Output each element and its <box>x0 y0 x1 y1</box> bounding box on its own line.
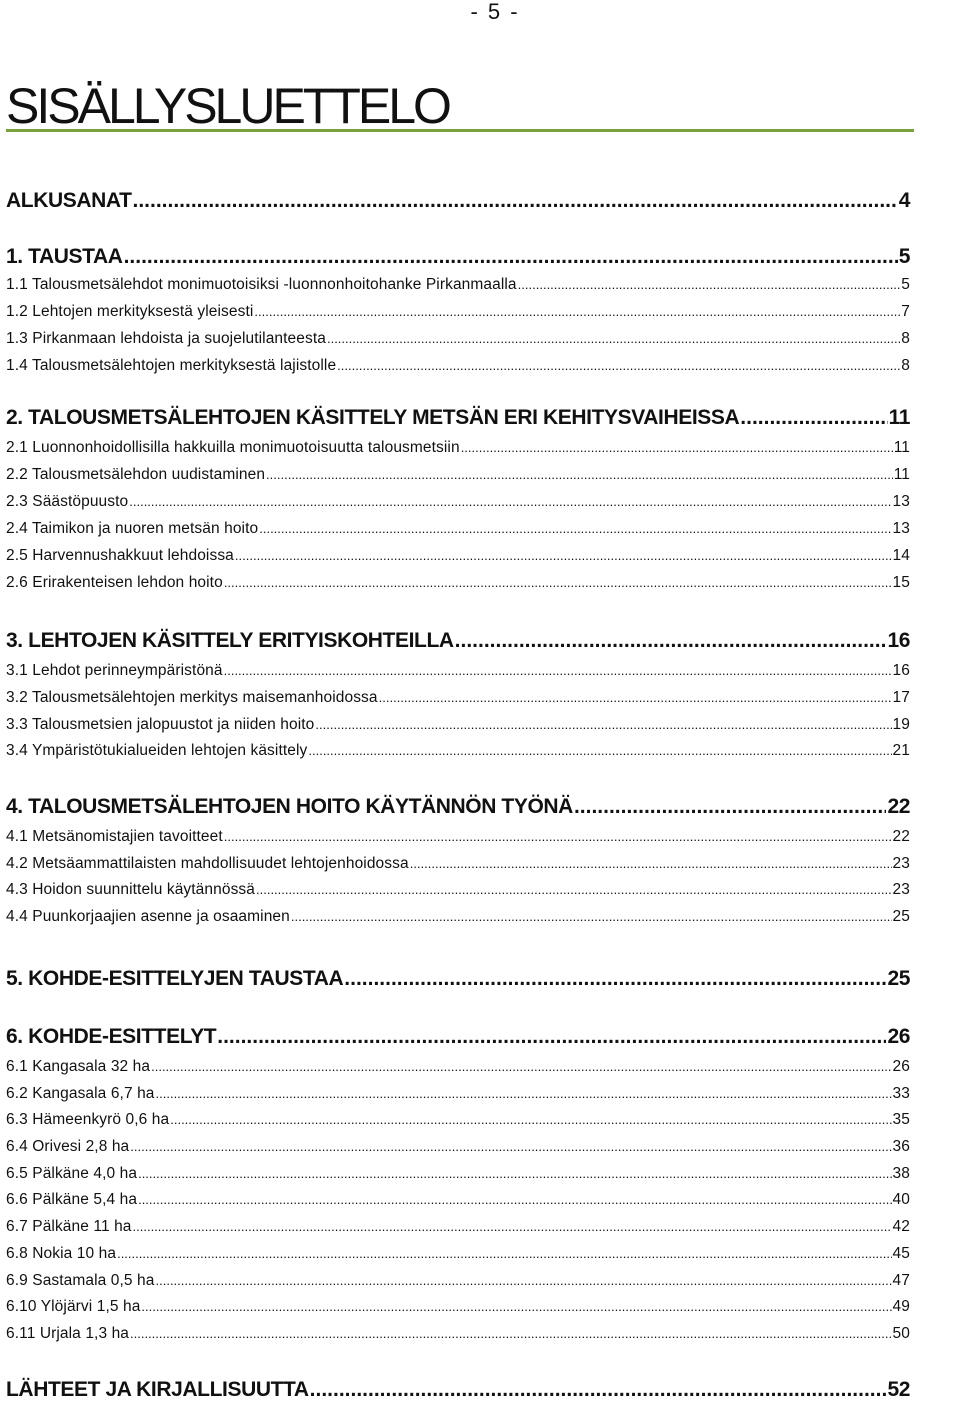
toc-page-number: 23 <box>892 855 910 872</box>
toc-subsection-entry <box>6 1216 910 1238</box>
toc-entry-title: 6.4 Orivesi 2,8 ha <box>6 1138 130 1155</box>
toc-page-number: 14 <box>892 547 910 564</box>
toc-subsection-entry <box>6 301 910 323</box>
toc-entry-title: 2.2 Talousmetsälehdon uudistaminen <box>6 466 266 483</box>
toc-page-number: 49 <box>892 1298 910 1315</box>
toc-entry-title: 3.1 Lehdot perinneympäristönä <box>6 662 223 679</box>
toc-subsection-entry <box>6 1243 910 1265</box>
toc-dot-leader <box>461 437 893 459</box>
toc-entry-title: 1. TAUSTAA <box>6 245 123 268</box>
toc-subsection-entry <box>6 437 910 459</box>
toc-entry-title: 1.1 Talousmetsälehdot monimuotoisiksi -luonnonhoitohanke Pirkanmaalla <box>6 276 517 293</box>
toc-entry-title: 1.3 Pirkanmaan lehdoista ja suojelutilanteesta <box>6 330 326 347</box>
toc-subsection-entry <box>6 1136 910 1158</box>
toc-entry-title: 4.3 Hoidon suunnittelu käytännössä <box>6 881 255 898</box>
toc-entry-title: 6.9 Sastamala 0,5 ha <box>6 1272 155 1289</box>
toc-entry-title: 3. LEHTOJEN KÄSITTELY ERITYISKOHTEILLA <box>6 629 454 652</box>
toc-dot-leader <box>379 687 892 709</box>
toc-entry-title: 4.1 Metsänomistajien tavoitteet <box>6 828 223 845</box>
toc-page-number: 15 <box>892 574 910 591</box>
toc-subsection-entry <box>6 1189 910 1211</box>
toc-page-number: 11 <box>893 439 910 456</box>
title-underline <box>6 129 914 132</box>
toc-dot-leader <box>455 627 887 655</box>
toc-page-number: 5 <box>901 276 910 293</box>
toc-dot-leader <box>291 906 892 928</box>
toc-page-number: 21 <box>892 742 910 759</box>
toc-dot-leader <box>138 1163 891 1185</box>
toc-entry-title: 6.10 Ylöjärvi 1,5 ha <box>6 1298 141 1315</box>
toc-page-number: 16 <box>892 662 910 679</box>
toc-dot-leader <box>574 793 887 821</box>
toc-page-number: 25 <box>892 908 910 925</box>
toc-subsection-entry <box>6 355 910 377</box>
toc-entry-title: 3.2 Talousmetsälehtojen merkitys maisemanhoidossa <box>6 689 378 706</box>
toc-entry-title: 3.4 Ympäristötukialueiden lehtojen käsittely <box>6 742 308 759</box>
toc-dot-leader <box>327 328 900 350</box>
toc-subsection-entry <box>6 660 910 682</box>
page-title: SISÄLLYSLUETTELO <box>6 78 449 134</box>
toc-dot-leader <box>156 1083 892 1105</box>
toc-dot-leader <box>740 404 887 432</box>
toc-subsection-entry <box>6 853 910 875</box>
toc-dot-leader <box>124 243 898 271</box>
toc-page-number: 16 <box>887 629 910 652</box>
toc-section-entry <box>6 187 910 215</box>
toc-subsection-entry <box>6 572 910 594</box>
toc-dot-leader <box>151 1056 891 1078</box>
toc-section-entry <box>6 404 910 432</box>
toc-dot-leader <box>410 853 892 875</box>
toc-page-number: 50 <box>892 1325 910 1342</box>
toc-page-number: 22 <box>887 795 910 818</box>
toc-entry-title: 4. TALOUSMETSÄLEHTOJEN HOITO KÄYTÄNNÖN TYÖNÄ <box>6 795 573 818</box>
toc-subsection-entry <box>6 1109 910 1131</box>
toc-dot-leader <box>133 1216 892 1238</box>
toc-entry-title: 6.3 Hämeenkyrö 0,6 ha <box>6 1111 170 1128</box>
toc-entry-title: 6. KOHDE-ESITTELYT <box>6 1025 217 1048</box>
toc-entry-title: 6.2 Kangasala 6,7 ha <box>6 1085 155 1102</box>
toc-subsection-entry <box>6 687 910 709</box>
toc-dot-leader <box>224 826 892 848</box>
toc-subsection-entry <box>6 740 910 762</box>
toc-section-entry <box>6 965 910 993</box>
toc-subsection-entry <box>6 714 910 736</box>
toc-page-number: 45 <box>892 1245 910 1262</box>
toc-entry-title: ALKUSANAT <box>6 189 132 212</box>
toc-dot-leader <box>133 187 898 215</box>
toc-page-number: 7 <box>901 303 910 320</box>
toc-dot-leader <box>254 301 900 323</box>
toc-entry-title: 6.1 Kangasala 32 ha <box>6 1058 151 1075</box>
toc-subsection-entry <box>6 545 910 567</box>
toc-dot-leader <box>266 464 893 486</box>
toc-page-number: 19 <box>892 716 910 733</box>
toc-subsection-entry <box>6 1270 910 1292</box>
toc-page-number: 47 <box>892 1272 910 1289</box>
toc-subsection-entry <box>6 491 910 513</box>
toc-entry-title: 2. TALOUSMETSÄLEHTOJEN KÄSITTELY METSÄN ERI KEHITYSVAIHEISSA <box>6 406 740 429</box>
toc-page-number: 13 <box>892 493 910 510</box>
toc-subsection-entry <box>6 879 910 901</box>
toc-dot-leader <box>138 1189 891 1211</box>
toc-dot-leader <box>117 1243 891 1265</box>
toc-subsection-entry <box>6 274 910 296</box>
toc-dot-leader <box>308 740 891 762</box>
toc-dot-leader <box>235 545 892 567</box>
toc-dot-leader <box>256 879 892 901</box>
toc-entry-title: 2.3 Säästöpuusto <box>6 493 129 510</box>
toc-dot-leader <box>224 572 892 594</box>
toc-page-number: 17 <box>892 689 910 706</box>
toc-dot-leader <box>310 1376 887 1404</box>
toc-page-number: 25 <box>887 967 910 990</box>
toc-page-number: 38 <box>892 1165 910 1182</box>
toc-subsection-entry <box>6 1323 910 1345</box>
toc-entry-title: 1.2 Lehtojen merkityksestä yleisesti <box>6 303 254 320</box>
toc-subsection-entry <box>6 1083 910 1105</box>
toc-entry-title: 2.6 Erirakenteisen lehdon hoito <box>6 574 223 591</box>
toc-subsection-entry <box>6 464 910 486</box>
toc-dot-leader <box>129 491 891 513</box>
toc-dot-leader <box>141 1296 891 1318</box>
toc-page-number: 11 <box>888 406 910 429</box>
toc-page-number: 52 <box>887 1378 910 1401</box>
page-number: - 5 - <box>470 0 520 24</box>
toc-entry-title: 6.8 Nokia 10 ha <box>6 1245 117 1262</box>
toc-dot-leader <box>217 1023 886 1051</box>
toc-page-number: 5 <box>898 245 910 268</box>
toc-dot-leader <box>130 1136 891 1158</box>
toc-entry-title: 6.5 Pälkäne 4,0 ha <box>6 1165 138 1182</box>
toc-page-number: 13 <box>892 520 910 537</box>
toc-entry-title: 3.3 Talousmetsien jalopuustot ja niiden hoito <box>6 716 315 733</box>
toc-section-entry <box>6 793 910 821</box>
toc-dot-leader <box>315 714 891 736</box>
toc-page-number: 22 <box>892 828 910 845</box>
toc-dot-leader <box>518 274 901 296</box>
toc-page-number: 4 <box>898 189 910 212</box>
toc-entry-title: 5. KOHDE-ESITTELYJEN TAUSTAA <box>6 967 344 990</box>
toc-section-entry <box>6 627 910 655</box>
toc-dot-leader <box>344 965 886 993</box>
toc-page-number: 26 <box>892 1058 910 1075</box>
toc-page-number: 11 <box>893 466 910 483</box>
toc-page-number: 36 <box>892 1138 910 1155</box>
toc-subsection-entry <box>6 328 910 350</box>
toc-subsection-entry <box>6 518 910 540</box>
toc-section-entry <box>6 1376 910 1404</box>
toc-entry-title: 2.4 Taimikon ja nuoren metsän hoito <box>6 520 259 537</box>
toc-section-entry <box>6 1023 910 1051</box>
toc-dot-leader <box>224 660 892 682</box>
toc-entry-title: LÄHTEET JA KIRJALLISUUTTA <box>6 1378 309 1401</box>
toc-dot-leader <box>337 355 900 377</box>
toc-subsection-entry <box>6 826 910 848</box>
toc-subsection-entry <box>6 1163 910 1185</box>
toc-page-number: 23 <box>892 881 910 898</box>
toc-page-number: 26 <box>887 1025 910 1048</box>
toc-page-number: 42 <box>892 1218 910 1235</box>
toc-dot-leader <box>259 518 891 540</box>
toc-entry-title: 6.7 Pälkäne 11 ha <box>6 1218 132 1235</box>
toc-entry-title: 2.1 Luonnonhoidollisilla hakkuilla monimuotoisuutta talousmetsiin <box>6 439 460 456</box>
toc-dot-leader <box>130 1323 892 1345</box>
toc-subsection-entry <box>6 906 910 928</box>
toc-entry-title: 4.4 Puunkorjaajien asenne ja osaaminen <box>6 908 290 925</box>
toc-entry-title: 2.5 Harvennushakkuut lehdoissa <box>6 547 234 564</box>
toc-page-number: 40 <box>892 1191 910 1208</box>
toc-subsection-entry <box>6 1056 910 1078</box>
toc-page-number: 35 <box>892 1111 910 1128</box>
toc-entry-title: 6.11 Urjala 1,3 ha <box>6 1325 130 1342</box>
toc-page-number: 8 <box>901 357 910 374</box>
toc-page-number: 8 <box>901 330 910 347</box>
toc-entry-title: 6.6 Pälkäne 5,4 ha <box>6 1191 138 1208</box>
toc-dot-leader <box>156 1270 892 1292</box>
toc-subsection-entry <box>6 1296 910 1318</box>
toc-entry-title: 1.4 Talousmetsälehtojen merkityksestä lajistolle <box>6 357 337 374</box>
toc-page-number: 33 <box>892 1085 910 1102</box>
toc-entry-title: 4.2 Metsäammattilaisten mahdollisuudet lehtojenhoidossa <box>6 855 409 872</box>
toc-section-entry <box>6 243 910 271</box>
toc-dot-leader <box>170 1109 891 1131</box>
